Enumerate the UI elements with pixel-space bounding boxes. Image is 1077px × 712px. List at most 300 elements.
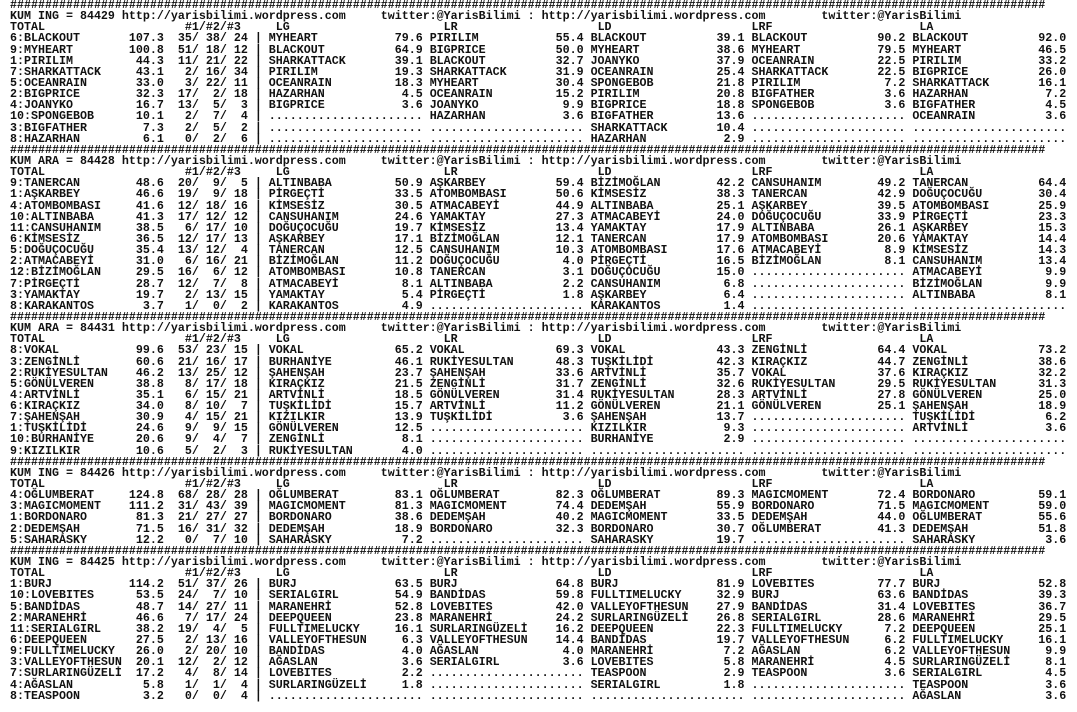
third-place-count: 27 — [233, 510, 248, 525]
ld-horse: FULLTIMELUCKY — [590, 588, 682, 603]
horse-name: 7:SURLARINGÜZELİ — [10, 666, 122, 681]
ld-score: 32.9 — [716, 588, 745, 603]
horse-name: 12:BİZİMOĞLAN — [10, 265, 101, 280]
ld-score: 19.7 — [716, 532, 745, 547]
lr-empty: ...................... — [429, 131, 584, 146]
colon: : — [527, 555, 535, 570]
horse-name: 1:BORDONARO — [10, 510, 87, 525]
la-horse: RUKİYESULTAN — [912, 376, 997, 391]
la-score: 55.6 — [1038, 510, 1067, 525]
slash: / — [191, 131, 199, 146]
lrf-horse: MARANEHRİ — [751, 655, 815, 670]
slash: / — [219, 532, 227, 547]
slash: / — [191, 31, 199, 46]
ld-score: 7.2 — [723, 644, 745, 659]
la-horse: PIRILIM — [912, 53, 962, 68]
lrf-score: 3.6 — [884, 98, 906, 113]
header-lr: LR — [443, 566, 458, 581]
slash: / — [191, 254, 199, 269]
lr-horse: PIRILIM — [429, 31, 479, 46]
horse-name: 8:TEASPOON — [10, 688, 80, 703]
la-horse: SURLARINGÜZELİ — [912, 655, 1011, 670]
la-horse: TEASPOON — [912, 677, 969, 692]
horse-name: 7:PİRGEÇTİ — [10, 276, 80, 291]
la-score: 25.0 — [1038, 387, 1067, 402]
ld-horse: PIRILIM — [590, 87, 640, 102]
horse-name: 5:GÖNÜLVEREN — [10, 376, 94, 391]
first-place-count: 51 — [177, 577, 192, 592]
header-ld: LD — [597, 165, 612, 180]
second-place-count: 0 — [212, 298, 220, 313]
lg-horse: ZENGİNLİ — [268, 432, 325, 447]
separator: #################################################################################################################################################### — [10, 454, 1046, 469]
horse-name: 3:ZENGİNLİ — [10, 354, 80, 369]
total-score: 10.1 — [135, 109, 164, 124]
lrf-horse: SHARKATTACK — [751, 64, 829, 79]
total-score: 111.2 — [128, 499, 164, 514]
ld-horse: BLACKOUT — [590, 31, 647, 46]
slash: / — [219, 633, 227, 648]
slash: / — [191, 354, 199, 369]
la-horse: OCEANRAIN — [912, 109, 976, 124]
la-score: 4.5 — [1045, 98, 1067, 113]
lrf-empty: ...................... — [751, 109, 906, 124]
header-la: LA — [919, 165, 934, 180]
ld-score: 26.8 — [716, 610, 745, 625]
la-horse: TUŞKİLİDİ — [912, 410, 976, 425]
lrf-score: 31.4 — [877, 599, 906, 614]
third-place-count: 12 — [233, 42, 248, 57]
slash: / — [191, 610, 199, 625]
la-score: 13.4 — [1038, 254, 1067, 269]
la-horse: PİRGEÇTİ — [912, 209, 969, 224]
total-score: 16.7 — [135, 98, 164, 113]
slash: / — [219, 87, 227, 102]
third-place-count: 21 — [233, 410, 248, 425]
first-place-count: 0 — [184, 688, 192, 703]
slash: / — [191, 365, 199, 380]
first-place-count: 1 — [184, 677, 192, 692]
ld-score: 42.3 — [716, 354, 745, 369]
first-place-count: 9 — [184, 432, 192, 447]
lr-score: 1.8 — [562, 287, 584, 302]
ld-horse: TANERCAN — [590, 231, 647, 246]
slash: / — [191, 577, 199, 592]
lr-score: 3.6 — [562, 109, 584, 124]
lg-horse: SERIALGIRL — [268, 588, 339, 603]
lr-horse: TANERCAN — [429, 265, 486, 280]
slash: / — [191, 621, 199, 636]
lg-horse: ŞAHENŞAH — [268, 365, 325, 380]
total-score: 3.2 — [142, 688, 164, 703]
divider: | — [254, 42, 262, 57]
lrf-score: 71.5 — [877, 499, 906, 514]
header-ld: LD — [597, 20, 612, 35]
lr-score: 11.2 — [555, 399, 584, 414]
lg-score: 8.1 — [401, 432, 423, 447]
ld-score: 25.1 — [716, 198, 745, 213]
divider: | — [254, 31, 262, 46]
lg-horse: MARANEHRİ — [268, 599, 332, 614]
slash: / — [191, 499, 199, 514]
total-score: 38.2 — [135, 621, 164, 636]
lg-empty: ...................... — [268, 120, 423, 135]
ld-score: 38.6 — [716, 42, 745, 57]
lg-score: 24.6 — [394, 209, 423, 224]
second-place-count: 0 — [212, 688, 220, 703]
slash: / — [191, 176, 199, 191]
la-score: 38.6 — [1038, 354, 1067, 369]
lrf-score: 22.5 — [877, 64, 906, 79]
website-url: http://yarisbilimi.wordpress.com — [541, 321, 766, 336]
lg-score: 63.5 — [394, 577, 423, 592]
lg-horse: ARTVİNLİ — [268, 387, 325, 402]
slash: / — [219, 577, 227, 592]
lr-horse: AŞKARBEY — [429, 176, 486, 191]
divider: | — [254, 666, 262, 681]
lg-score: 18.5 — [394, 387, 423, 402]
slash: / — [219, 53, 227, 68]
second-place-count: 2 — [212, 131, 220, 146]
lrf-horse: BİZİMOĞLAN — [751, 254, 822, 269]
header-lrf: LRF — [751, 566, 773, 581]
ld-horse: LOVEBITES — [590, 655, 654, 670]
lg-horse: TANERCAN — [268, 243, 325, 258]
lr-horse: DEDEMŞAH — [429, 510, 486, 525]
slash: / — [191, 432, 199, 447]
lr-horse: RUKİYESULTAN — [429, 354, 514, 369]
la-horse: SHARKATTACK — [912, 75, 990, 90]
lr-score: 9.9 — [562, 98, 584, 113]
slash: / — [191, 120, 199, 135]
ld-score: 10.4 — [716, 120, 745, 135]
la-horse: AŞKARBEY — [912, 220, 969, 235]
second-place-count: 7 — [212, 588, 220, 603]
la-horse: FULLTIMELUCKY — [912, 633, 1004, 648]
lg-horse: ATOMBOMBASI — [268, 265, 346, 280]
first-place-count: 2 — [184, 287, 192, 302]
lrf-horse: BANDİDAS — [751, 599, 808, 614]
lg-score: 19.3 — [394, 64, 423, 79]
third-place-count: 5 — [240, 176, 248, 191]
colon: : — [527, 9, 535, 24]
lr-empty: ...................... — [429, 432, 584, 447]
third-place-count: 12 — [233, 365, 248, 380]
lrf-horse: MYHEART — [751, 42, 801, 57]
slash: / — [219, 42, 227, 57]
lrf-horse: OCEANRAIN — [751, 53, 815, 68]
ld-horse: ARTVİNLİ — [590, 365, 647, 380]
total-score: 81.3 — [135, 510, 164, 525]
slash: / — [219, 31, 227, 46]
ld-score: 6.4 — [723, 287, 745, 302]
lrf-score: 44.7 — [877, 354, 906, 369]
lrf-score: 44.0 — [877, 510, 906, 525]
header-picks: #1/#2/#3 — [184, 566, 241, 581]
first-place-count: 19 — [177, 621, 192, 636]
divider: | — [254, 53, 262, 68]
second-place-count: 7 — [212, 109, 220, 124]
la-score: 59.0 — [1038, 499, 1067, 514]
lr-horse: DOĞUÇOCUĞU — [429, 254, 500, 269]
first-place-count: 2 — [184, 633, 192, 648]
second-place-count: 21 — [205, 53, 220, 68]
lg-score: 23.8 — [394, 610, 423, 625]
twitter-handle: twitter:@YarisBilimi — [821, 153, 962, 168]
lr-score: 30.4 — [555, 75, 584, 90]
slash: / — [191, 276, 199, 291]
race-title-line — [10, 153, 1077, 168]
header-lr: LR — [443, 165, 458, 180]
lrf-score: 7.2 — [884, 75, 906, 90]
first-place-count: 9 — [184, 421, 192, 436]
first-place-count: 12 — [177, 198, 192, 213]
lg-score: 3.6 — [401, 655, 423, 670]
la-score: 32.2 — [1038, 365, 1067, 380]
header-lg: LG — [275, 566, 290, 581]
slash: / — [219, 231, 227, 246]
horse-name: 6:DEEPQUEEN — [10, 633, 87, 648]
lr-score: 3.1 — [562, 265, 584, 280]
lrf-score: 6.2 — [884, 633, 906, 648]
lg-score: 81.3 — [394, 499, 423, 514]
third-place-count: 13 — [233, 231, 248, 246]
total-score: 5.8 — [142, 677, 164, 692]
lr-horse: BIGPRICE — [429, 42, 486, 57]
header-lrf: LRF — [751, 332, 773, 347]
slash: / — [219, 276, 227, 291]
ld-score: 42.2 — [716, 176, 745, 191]
lr-score: 15.2 — [555, 87, 584, 102]
second-place-count: 43 — [205, 499, 220, 514]
second-place-count: 8 — [212, 666, 220, 681]
second-place-count: 17 — [205, 231, 220, 246]
divider: | — [254, 354, 262, 369]
lr-score: 74.4 — [555, 499, 584, 514]
slash: / — [219, 176, 227, 191]
lr-horse: OCEANRAIN — [429, 87, 493, 102]
lr-horse: ATOMBOMBASI — [429, 187, 507, 202]
second-place-count: 16 — [205, 254, 220, 269]
ld-score: 13.7 — [716, 410, 745, 425]
total-score: 32.3 — [135, 87, 164, 102]
ld-score: 15.0 — [716, 265, 745, 280]
first-place-count: 20 — [177, 176, 192, 191]
divider: | — [254, 443, 262, 458]
third-place-count: 10 — [233, 532, 248, 547]
divider: | — [254, 677, 262, 692]
la-horse: ATOMBOMBASI — [912, 198, 990, 213]
slash: / — [191, 376, 199, 391]
lg-empty: ...................... — [268, 109, 423, 124]
lrf-horse: MAGICMOMENT — [751, 488, 829, 503]
la-score: 46.5 — [1038, 42, 1067, 57]
lr-empty: ...................... — [429, 298, 584, 313]
lrf-score: 29.5 — [877, 376, 906, 391]
lr-horse: SERIALGIRL — [429, 655, 500, 670]
first-place-count: 17 — [177, 87, 192, 102]
horse-name: 9:TANERCAN — [10, 176, 80, 191]
ld-score: 81.9 — [716, 577, 745, 592]
website-url: http://yarisbilimi.wordpress.com — [121, 153, 346, 168]
divider: | — [254, 499, 262, 514]
divider: | — [254, 287, 262, 302]
second-place-count: 22 — [205, 75, 220, 90]
lg-score: 79.6 — [394, 31, 423, 46]
divider: | — [254, 176, 262, 191]
lr-horse: CANSUHANIM — [429, 243, 500, 258]
lr-score: 59.8 — [555, 588, 584, 603]
lr-horse: BLACKOUT — [429, 53, 486, 68]
lrf-horse: TEASPOON — [751, 666, 808, 681]
ld-score: 2.9 — [723, 131, 745, 146]
lr-score: 50.0 — [555, 42, 584, 57]
lr-score: 2.2 — [562, 276, 584, 291]
la-horse: MAGICMOMENT — [912, 499, 990, 514]
total-score: 107.3 — [128, 31, 164, 46]
lrf-horse: LOVEBITES — [751, 577, 815, 592]
lr-horse: ŞAHENŞAH — [429, 365, 486, 380]
slash: / — [191, 198, 199, 213]
second-place-count: 4 — [212, 621, 220, 636]
la-score: 51.8 — [1038, 521, 1067, 536]
header-lg: LG — [275, 20, 290, 35]
la-empty: ...................... — [912, 432, 1067, 447]
la-horse: BLACKOUT — [912, 31, 969, 46]
third-place-count: 10 — [233, 644, 248, 659]
second-place-count: 37 — [205, 577, 220, 592]
ld-horse: TEASPOON — [590, 666, 647, 681]
ld-score: 21.1 — [716, 399, 745, 414]
race-title: KUM ING = 84429 — [10, 9, 115, 24]
divider: | — [254, 198, 262, 213]
la-horse: AĞASLAN — [912, 688, 962, 703]
lg-score: 8.1 — [401, 276, 423, 291]
twitter-handle: twitter:@YarisBilimi — [380, 321, 521, 336]
lg-horse: SAHARASKY — [268, 532, 332, 547]
ld-score: 24.0 — [716, 209, 745, 224]
slash: / — [191, 243, 199, 258]
lrf-empty: ...................... — [751, 410, 906, 425]
first-place-count: 17 — [177, 209, 192, 224]
header-total: TOTAL — [10, 20, 45, 35]
lr-score: 64.8 — [555, 577, 584, 592]
lrf-score: 4.5 — [884, 655, 906, 670]
slash: / — [219, 599, 227, 614]
lg-score: 38.6 — [394, 510, 423, 525]
lg-score: 3.6 — [401, 98, 423, 113]
total-score: 35.4 — [135, 243, 164, 258]
la-score: 15.3 — [1038, 220, 1067, 235]
lr-score: 31.9 — [555, 64, 584, 79]
la-horse: YAMAKTAY — [912, 231, 969, 246]
first-place-count: 51 — [177, 42, 192, 57]
lg-score: 30.5 — [394, 198, 423, 213]
header-lg: LG — [275, 165, 290, 180]
horse-name: 2:BIGPRICE — [10, 87, 80, 102]
lg-score: 2.2 — [401, 666, 423, 681]
ld-score: 6.8 — [723, 276, 745, 291]
ld-score: 13.6 — [716, 109, 745, 124]
la-score: 8.1 — [1045, 287, 1067, 302]
la-score: 73.2 — [1038, 343, 1067, 358]
lr-horse: HAZARHAN — [429, 109, 486, 124]
lrf-score: 72.4 — [877, 488, 906, 503]
first-place-count: 16 — [177, 265, 192, 280]
lr-horse: BORDONARO — [429, 521, 493, 536]
third-place-count: 22 — [233, 53, 248, 68]
first-place-count: 3 — [184, 75, 192, 90]
third-place-count: 5 — [240, 621, 248, 636]
third-place-count: 10 — [233, 220, 248, 235]
slash: / — [191, 98, 199, 113]
divider: | — [254, 254, 262, 269]
lrf-score: 26.1 — [877, 220, 906, 235]
race-title-line — [10, 465, 1077, 480]
lrf-horse: ATMACABEYİ — [751, 243, 822, 258]
slash: / — [191, 87, 199, 102]
total-score: 20.6 — [135, 432, 164, 447]
ld-score: 22.3 — [716, 621, 745, 636]
second-place-count: 9 — [212, 176, 220, 191]
slash: / — [191, 265, 199, 280]
first-place-count: 2 — [184, 644, 192, 659]
divider: | — [254, 621, 262, 636]
total-score: 33.0 — [135, 75, 164, 90]
lrf-empty: ...................... — [751, 421, 906, 436]
lrf-empty: ...................... — [751, 120, 906, 135]
total-score: 71.5 — [135, 521, 164, 536]
la-score: 3.6 — [1045, 677, 1067, 692]
header-lg: LG — [275, 477, 290, 492]
ld-horse: BIGFATHER — [590, 109, 654, 124]
slash: / — [219, 365, 227, 380]
ld-horse: OĞLUMBERAT — [590, 488, 661, 503]
ld-horse: ATOMBOMBASI — [590, 243, 668, 258]
slash: / — [191, 677, 199, 692]
header-lr: LR — [443, 477, 458, 492]
lrf-score: 22.5 — [877, 53, 906, 68]
divider: | — [254, 220, 262, 235]
second-place-count: 12 — [205, 209, 220, 224]
divider: | — [254, 432, 262, 447]
slash: / — [219, 343, 227, 358]
total-score: 44.3 — [135, 53, 164, 68]
header-lrf: LRF — [751, 20, 773, 35]
second-place-count: 2 — [212, 443, 220, 458]
la-score: 33.2 — [1038, 53, 1067, 68]
lr-score: 3.6 — [562, 655, 584, 670]
lg-score: 5.4 — [401, 287, 423, 302]
total-score: 19.7 — [135, 287, 164, 302]
lrf-score: 64.4 — [877, 343, 906, 358]
second-place-count: 5 — [212, 120, 220, 135]
lg-score: 15.7 — [394, 399, 423, 414]
slash: / — [219, 421, 227, 436]
divider: | — [254, 376, 262, 391]
ld-score: 17.9 — [716, 220, 745, 235]
ld-score: 17.6 — [716, 243, 745, 258]
slash: / — [191, 410, 199, 425]
ld-empty: ...................... — [590, 688, 745, 703]
ld-horse: OCEANRAIN — [590, 64, 654, 79]
lrf-horse: ALTINBABA — [751, 220, 815, 235]
lrf-score: 8.1 — [884, 254, 906, 269]
second-place-count: 2 — [212, 655, 220, 670]
lr-score: 12.1 — [555, 231, 584, 246]
ld-score: 2.9 — [723, 666, 745, 681]
second-place-count: 16 — [205, 354, 220, 369]
